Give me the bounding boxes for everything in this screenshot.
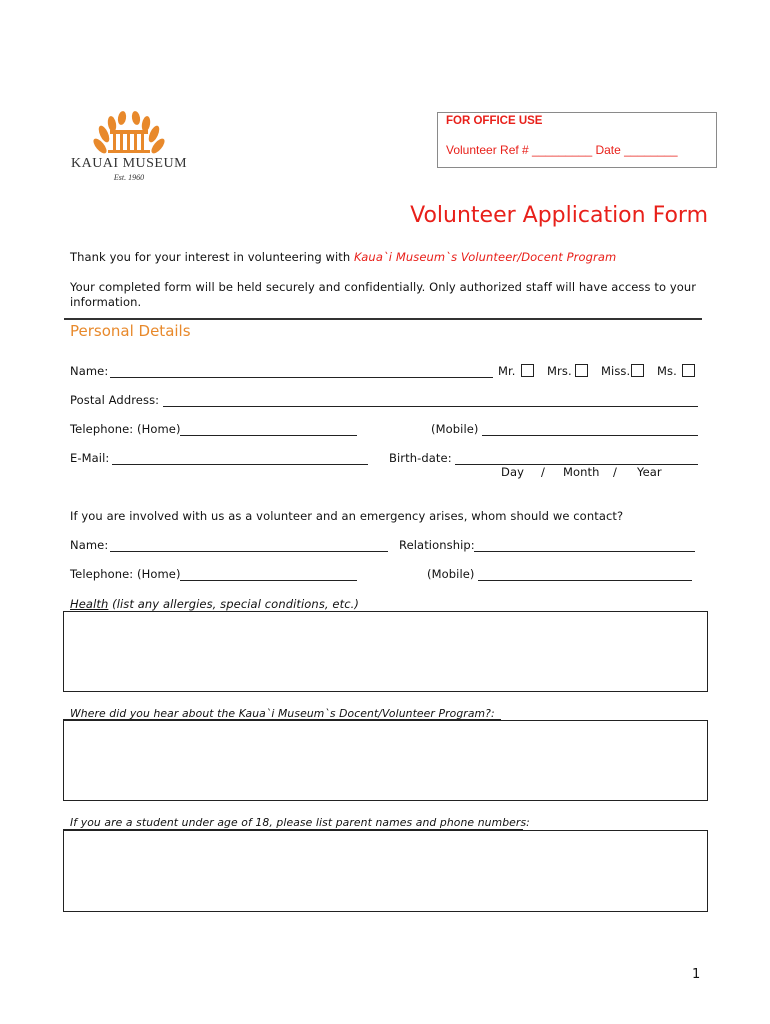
emergency-name-field[interactable] — [110, 551, 388, 552]
privacy-line-1: Your completed form will be held securely and confidentially. Only authorized staff will have access to your — [70, 280, 697, 294]
title-mrs-label: Mrs. — [547, 364, 572, 378]
health-label-row — [70, 597, 359, 611]
email-label: E-Mail: — [70, 451, 110, 465]
page-number: 1 — [692, 967, 701, 982]
birthdate-label: Birth-date: — [389, 451, 452, 465]
health-label: Health — [70, 597, 109, 611]
name-field[interactable] — [110, 377, 493, 378]
kauai-museum-logo — [66, 110, 192, 186]
student-textarea[interactable] — [63, 830, 708, 912]
birthdate-month-label: Month — [563, 465, 600, 479]
telephone-home-label: Telephone: (Home) — [70, 422, 181, 436]
emergency-telephone-home-label: Telephone: (Home) — [70, 567, 181, 581]
health-textarea[interactable] — [63, 611, 708, 692]
office-use-title: FOR OFFICE USE — [446, 115, 543, 127]
emergency-mobile-label: (Mobile) — [427, 567, 475, 581]
section-divider — [64, 318, 702, 320]
relationship-field[interactable] — [474, 551, 695, 552]
emergency-mobile-field[interactable] — [478, 580, 692, 581]
form-title: Volunteer Application Form — [410, 203, 708, 228]
mobile-field[interactable] — [482, 435, 698, 436]
logo-tagline: Est. 1960 — [113, 173, 145, 182]
personal-details-heading: Personal Details — [70, 322, 191, 340]
title-miss-checkbox[interactable] — [631, 364, 644, 377]
telephone-home-field[interactable] — [180, 435, 357, 436]
postal-address-field[interactable] — [163, 406, 698, 407]
mobile-label: (Mobile) — [431, 422, 479, 436]
postal-address-label: Postal Address: — [70, 393, 160, 407]
title-miss-label: Miss. — [601, 364, 631, 378]
privacy-line-2: information. — [70, 295, 142, 309]
birthdate-year-label: Year — [637, 465, 662, 479]
title-mrs-checkbox[interactable] — [575, 364, 588, 377]
title-mr-label: Mr. — [498, 364, 516, 378]
emergency-telephone-home-field[interactable] — [180, 580, 357, 581]
intro-thanks — [70, 250, 616, 264]
office-use-box — [437, 112, 717, 168]
email-field[interactable] — [112, 464, 368, 465]
name-label: Name: — [70, 364, 109, 378]
logo-wordmark: KAUAI MUSEUM — [70, 156, 188, 171]
logo-emblem-icon — [66, 110, 192, 186]
referral-label: Where did you hear about the Kaua`i Museum`s Docent/Volunteer Program?: — [70, 707, 495, 720]
intro-thanks-text: Thank you for your interest in volunteering with — [70, 250, 355, 264]
student-label: If you are a student under age of 18, please list parent names and phone numbers: — [70, 816, 530, 829]
title-mr-checkbox[interactable] — [521, 364, 534, 377]
emergency-prompt: If you are involved with us as a volunteer and an emergency arises, whom should we contact? — [70, 509, 624, 523]
referral-textarea[interactable] — [63, 720, 708, 801]
program-name: Kaua`i Museum`s Volunteer/Docent Program — [354, 250, 617, 264]
title-ms-label: Ms. — [657, 364, 677, 378]
birthdate-slash-2: / — [613, 465, 617, 479]
relationship-label: Relationship: — [399, 538, 475, 552]
title-ms-checkbox[interactable] — [682, 364, 695, 377]
emergency-name-label: Name: — [70, 538, 109, 552]
health-hint: (list any allergies, special conditions, etc.) — [108, 597, 359, 611]
birthdate-day-label: Day — [501, 465, 525, 479]
volunteer-ref-date-line: Volunteer Ref # _________ Date ________ — [446, 143, 678, 157]
birthdate-slash-1: / — [541, 465, 545, 479]
